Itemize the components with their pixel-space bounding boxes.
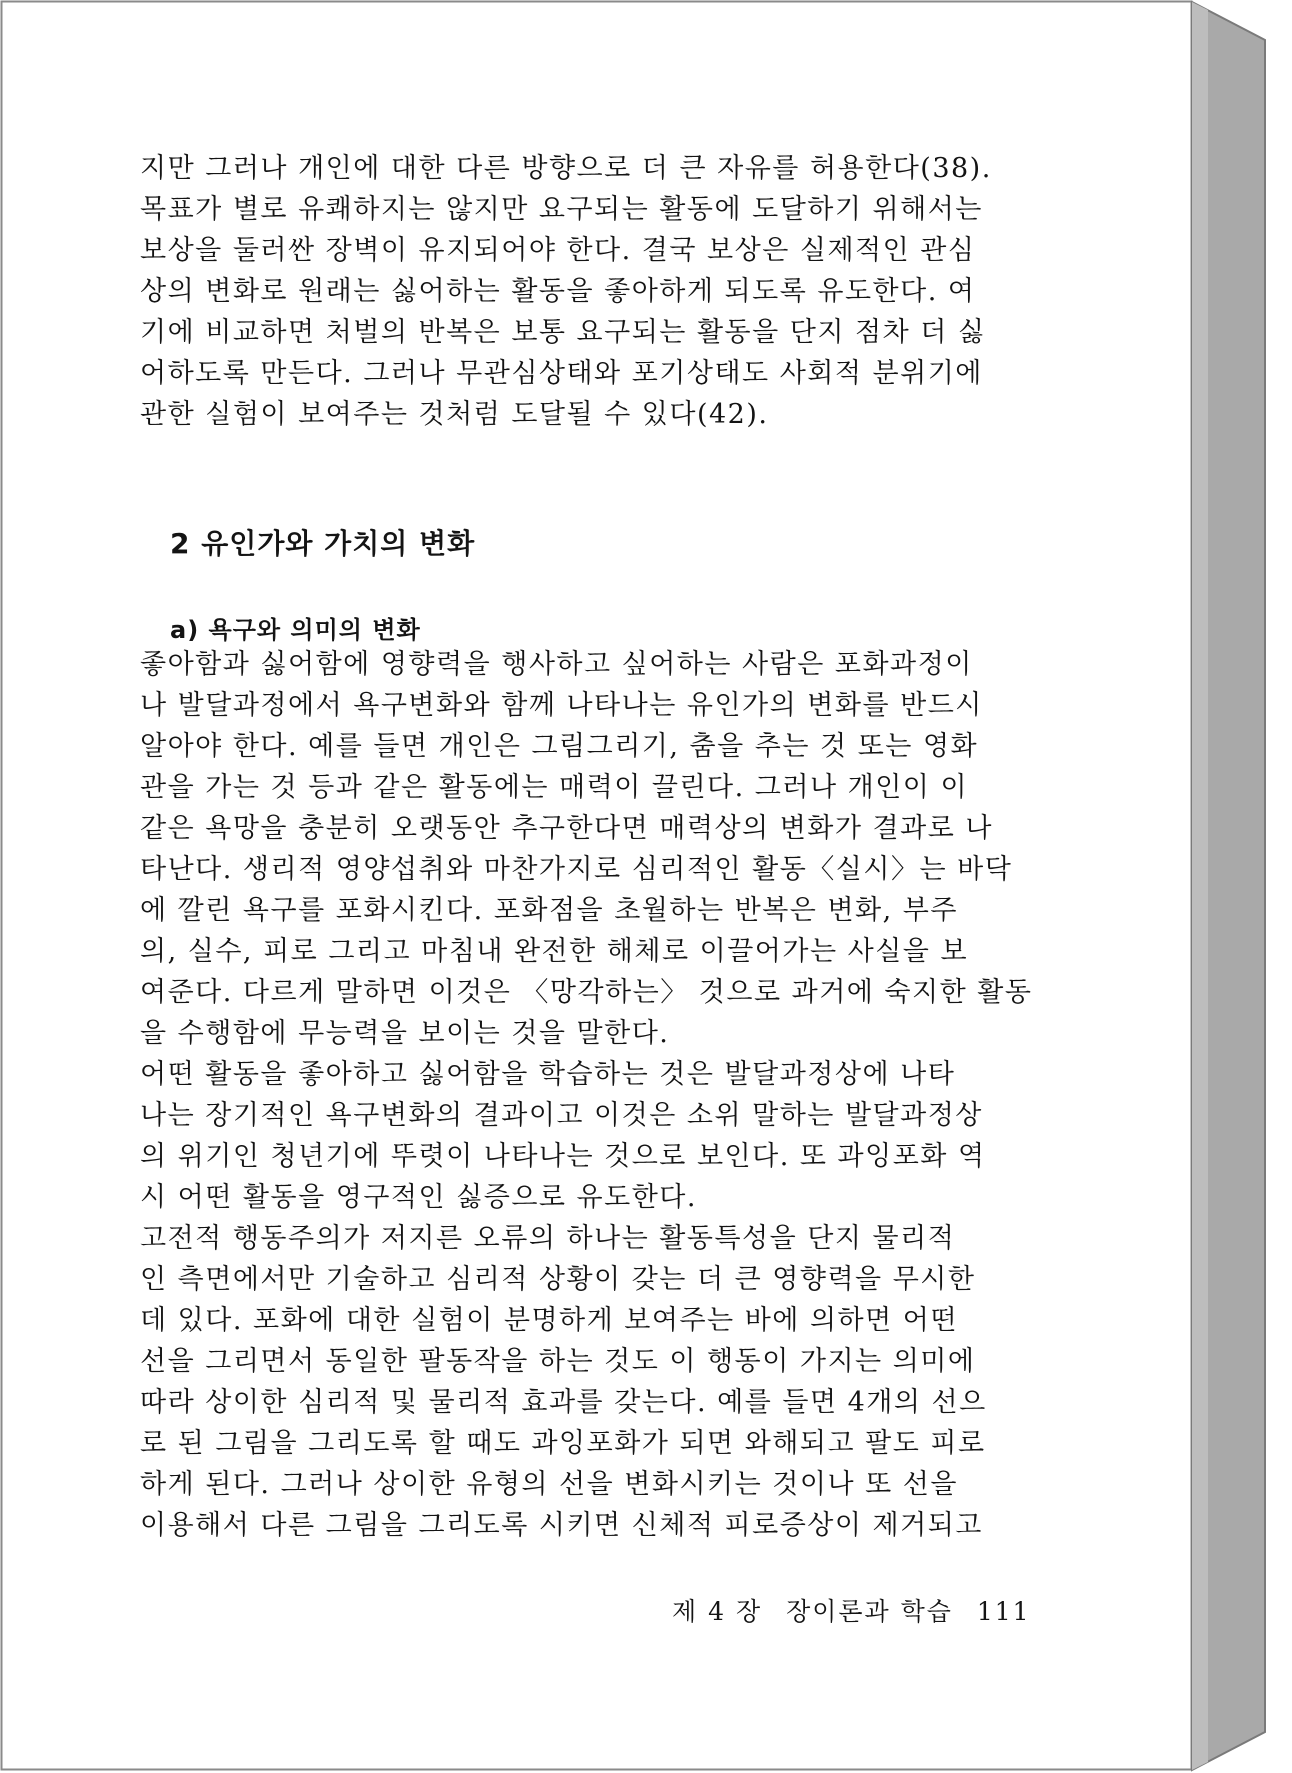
text-line: 상의 변화로 원래는 싫어하는 활동을 좋아하게 되도록 유도한다. 여 (140, 276, 976, 307)
text-line: 을 수행함에 무능력을 보이는 것을 말한다. (140, 1018, 670, 1049)
subsection-heading: a) 욕구와 의미의 변화 (170, 616, 421, 644)
page-number: 111 (976, 1597, 1031, 1626)
text-line: 관한 실험이 보여주는 것처럼 도달될 수 있다(42). (140, 399, 769, 430)
text-line: 나 발달과정에서 욕구변화와 함께 나타나는 유인가의 변화를 반드시 (140, 690, 983, 721)
text-line: 어하도록 만든다. 그러나 무관심상태와 포기상태도 사회적 분위기에 (140, 358, 983, 389)
text-line: 같은 욕망을 충분히 오랫동안 추구한다면 매력상의 변화가 결과로 나 (140, 813, 993, 844)
body-paragraph-1 (140, 148, 1150, 435)
text-line: 시 어떤 활동을 영구적인 싫증으로 유도한다. (140, 1182, 697, 1213)
text-line: 타난다. 생리적 영양섭취와 마찬가지로 심리적인 활동〈실시〉는 바닥 (140, 854, 1013, 885)
text-line: 의 위기인 청년기에 뚜렷이 나타나는 것으로 보인다. 또 과잉포화 역 (140, 1141, 986, 1172)
page-footer (672, 1592, 1045, 1628)
text-line: 고전적 행동주의가 저지른 오류의 하나는 활동특성을 단지 물리적 (140, 1223, 956, 1254)
text-line: 에 깔린 욕구를 포화시킨다. 포화점을 초월하는 반복은 변화, 부주 (140, 895, 958, 926)
body-paragraph-3 (140, 1054, 1150, 1218)
body-paragraph-2 (140, 644, 1150, 1054)
text-line: 지만 그러나 개인에 대한 다른 방향으로 더 큰 자유를 허용한다(38). (140, 153, 992, 184)
text-line: 관을 가는 것 등과 같은 활동에는 매력이 끌린다. 그러나 개인이 이 (140, 772, 969, 803)
text-line: 로 된 그림을 그리도록 할 때도 과잉포화가 되면 와해되고 팔도 피로 (140, 1428, 986, 1459)
text-line: 보상을 둘러싼 장벽이 유지되어야 한다. 결국 보상은 실제적인 관심 (140, 235, 976, 266)
text-line: 좋아함과 싫어함에 영향력을 행사하고 싶어하는 사람은 포화과정이 (140, 649, 973, 680)
text-line: 인 측면에서만 기술하고 심리적 상황이 갖는 더 큰 영향력을 무시한 (140, 1264, 976, 1295)
text-line: 데 있다. 포화에 대한 실험이 분명하게 보여주는 바에 의하면 어떤 (140, 1305, 958, 1336)
text-line: 기에 비교하면 처벌의 반복은 보통 요구되는 활동을 단지 점차 더 싫 (140, 317, 986, 348)
text-line: 나는 장기적인 욕구변화의 결과이고 이것은 소위 말하는 발달과정상 (140, 1100, 983, 1131)
chapter-title: 장이론과 학습 (786, 1597, 953, 1626)
text-line: 하게 된다. 그러나 상이한 유형의 선을 변화시키는 것이나 또 선을 (140, 1469, 958, 1500)
chapter-label: 제 4 장 (672, 1597, 763, 1626)
text-line: 의, 실수, 피로 그리고 마침내 완전한 해체로 이끌어가는 사실을 보 (140, 936, 969, 967)
text-line: 이용해서 다른 그림을 그리도록 시키면 신체적 피로증상이 제거되고 (140, 1510, 983, 1541)
text-line: 따라 상이한 심리적 및 물리적 효과를 갖는다. 예를 들면 4개의 선으 (140, 1387, 987, 1418)
text-line: 여준다. 다르게 말하면 이것은 〈망각하는〉 것으로 과거에 숙지한 활동 (140, 977, 1033, 1008)
text-line: 어떤 활동을 좋아하고 싫어함을 학습하는 것은 발달과정상에 나타 (140, 1059, 956, 1090)
section-heading: 2 유인가와 가치의 변화 (170, 527, 476, 560)
body-paragraph-4 (140, 1218, 1150, 1546)
text-line: 목표가 별로 유쾌하지는 않지만 요구되는 활동에 도달하기 위해서는 (140, 194, 983, 225)
text-line: 알아야 한다. 예를 들면 개인은 그림그리기, 춤을 추는 것 또는 영화 (140, 731, 979, 762)
text-line: 선을 그리면서 동일한 팔동작을 하는 것도 이 행동이 가지는 의미에 (140, 1346, 976, 1377)
